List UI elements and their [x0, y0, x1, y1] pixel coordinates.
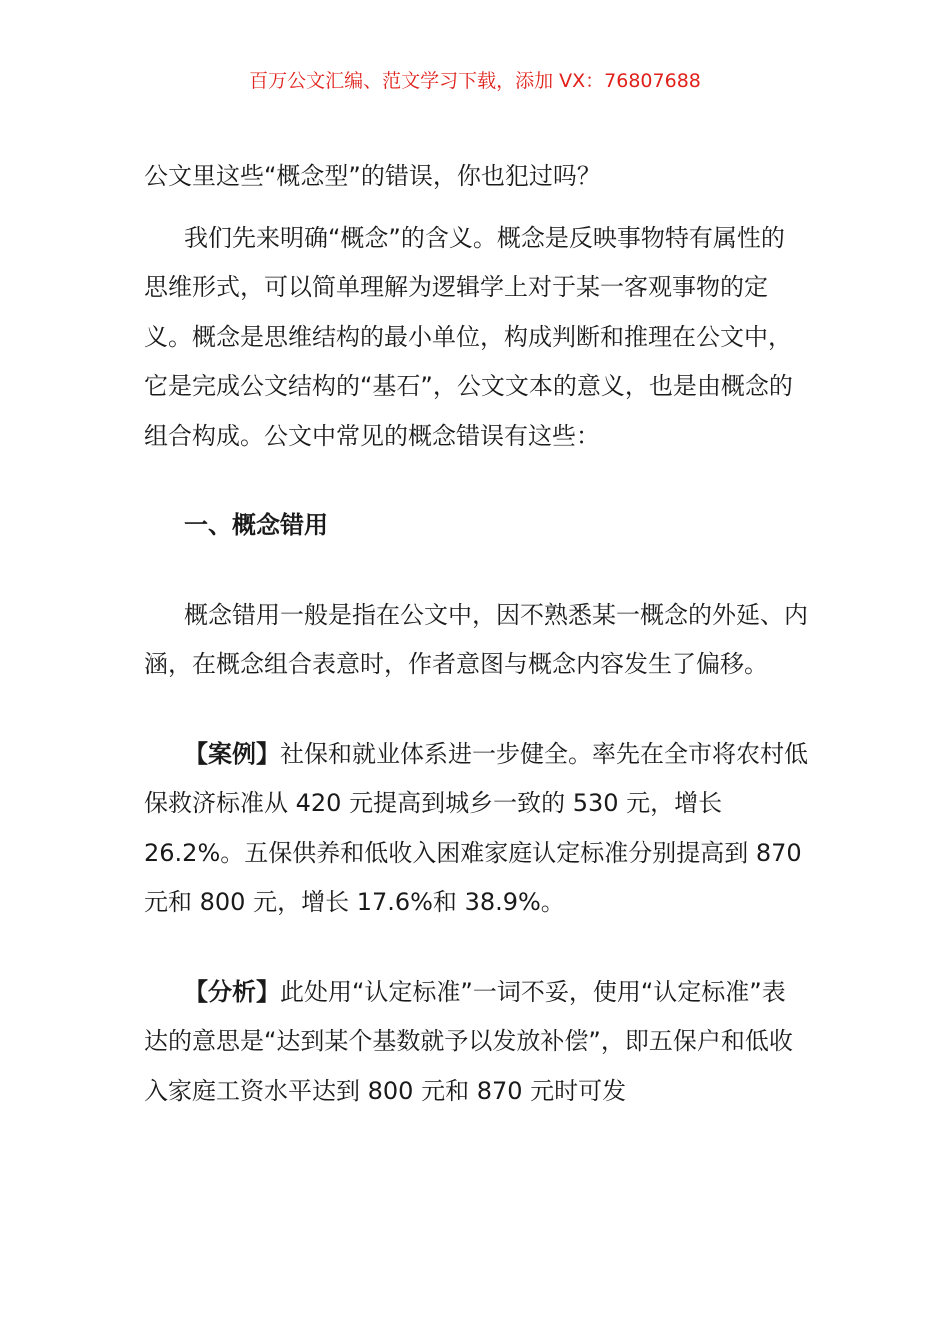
- section-1-paragraph: 概念错用一般是指在公文中，因不熟悉某一概念的外延、内涵，在概念组合表意时，作者意图与概念内容发生了偏移。: [144, 600, 808, 678]
- case-text: 社保和就业体系进一步健全。率先在全市将农村低保救济标准从 420 元提高到城乡一致的 530 元，增长 26.2%。五保供养和低收入困难家庭认定标准分别提高到 870 元和 800 元，增长 17.6%和 38.9%。: [144, 739, 808, 916]
- analysis-label: 【分析】: [184, 977, 280, 1006]
- analysis-paragraph: [144, 968, 808, 1117]
- section-heading-1: 一、概念错用: [184, 511, 328, 539]
- analysis-text: 此处用“认定标准”一词不妥，使用“认定标准”表达的意思是“达到某个基数就予以发放补偿”，即五保户和低收入家庭工资水平达到 800 元和 870 元时可发: [144, 977, 793, 1105]
- case-label: 【案例】: [184, 739, 280, 768]
- watermark-header: 百万公文汇编、范文学习下载，添加 VX：76807688: [249, 70, 701, 92]
- article-body: [144, 152, 808, 1116]
- article-title: 公文里这些“概念型”的错误，你也犯过吗？: [144, 162, 601, 190]
- intro-paragraph: 我们先来明确“概念”的含义。概念是反映事物特有属性的思维形式，可以简单理解为逻辑学上对于某一客观事物的定义。概念是思维结构的最小单位，构成判断和推理在公文中，它是完成公文结构的“基石”，公文文本的意义，也是由概念的组合构成。公文中常见的概念错误有这些：: [144, 223, 793, 450]
- case-paragraph: [144, 730, 808, 928]
